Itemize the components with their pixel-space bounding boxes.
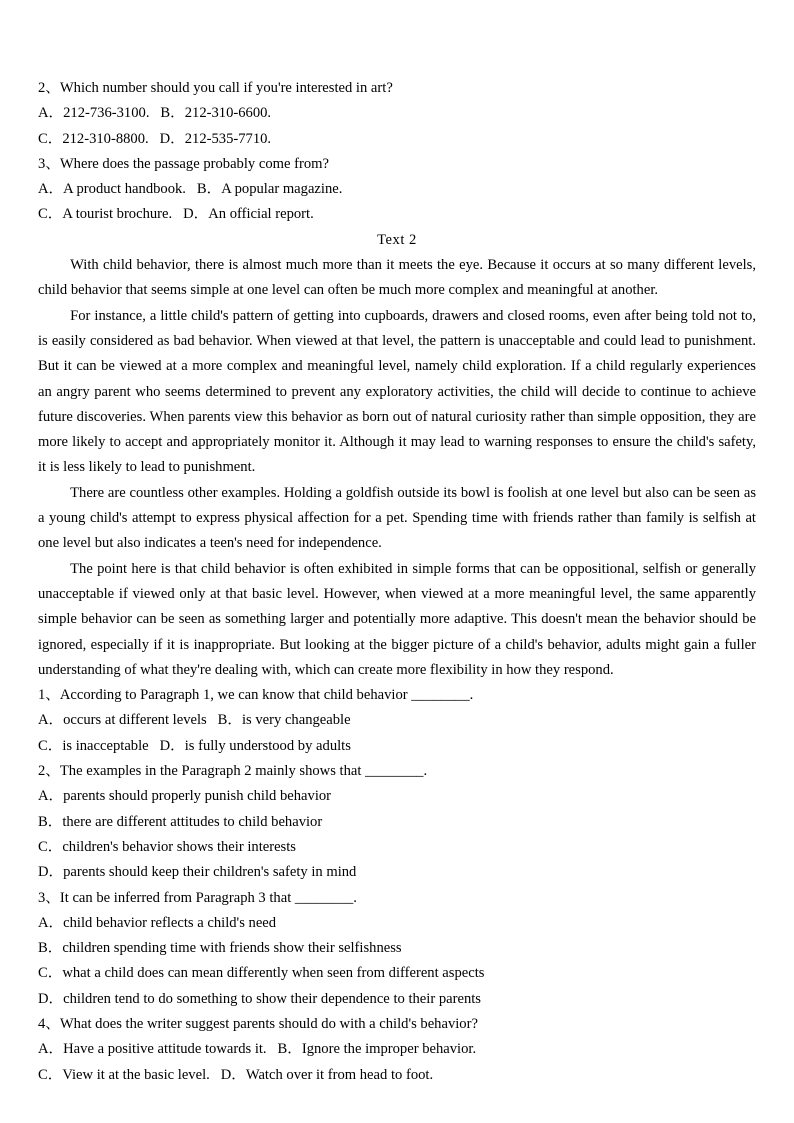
passage-paragraph: The point here is that child behavior is often exhibited in simple forms that can be oppositional, selfish or generally unacceptable if viewed only at that basic level. However, when viewed at a more meaningful level, the same apparently simple behavior can be seen as something larger and potentially more adaptive. This doesn't mean the behavior should be ignored, especially if it is inappropriate. But looking at the bigger picture of a child's behavior, adults might gain a fuller understanding of what they're dealing with, which can create more flexibility in how they respond. — [38, 560, 756, 678]
question-line: A．occurs at different levels B．is very changeable — [38, 712, 351, 729]
question-line: D．children tend to do something to show their dependence to their parents — [38, 990, 481, 1007]
question-line: A．A product handbook. B．A popular magazine. — [38, 181, 343, 198]
question-line: 1、According to Paragraph 1, we can know that child behavior ________. — [38, 687, 474, 704]
question-line: B．there are different attitudes to child behavior — [38, 813, 323, 830]
question-line: C．A tourist brochure. D．An official report. — [38, 206, 314, 223]
question-line: D．parents should keep their children's safety in mind — [38, 864, 357, 881]
question-line: A．child behavior reflects a child's need — [38, 914, 277, 931]
question-line: A．212-736-3100. B．212-310-6600. — [38, 105, 272, 122]
question-line: C．View it at the basic level. D．Watch over it from head to foot. — [38, 1066, 434, 1083]
document-body — [38, 76, 756, 1088]
question-line: C．what a child does can mean differently when seen from different aspects — [38, 965, 485, 982]
section-heading: Text 2 — [377, 231, 417, 248]
question-line: A．Have a positive attitude towards it. B．Ignore the improper behavior. — [38, 1041, 477, 1058]
question-line: A．parents should properly punish child behavior — [38, 788, 332, 805]
question-line: C．children's behavior shows their interests — [38, 838, 296, 855]
question-line: 4、What does the writer suggest parents should do with a child's behavior? — [38, 1015, 478, 1032]
passage-paragraph: With child behavior, there is almost much more than it meets the eye. Because it occurs at so many different levels, child behavior that seems simple at one level can often be much more complex and meaningful at another. — [38, 257, 756, 299]
question-line: 3、It can be inferred from Paragraph 3 that ________. — [38, 889, 357, 906]
passage-paragraph: For instance, a little child's pattern of getting into cupboards, drawers and closed rooms, even after being told not to, is easily considered as bad behavior. When viewed at that level, the pattern is unacceptable and could lead to punishment. But it can be viewed at a more complex and meaningful level, namely child exploration. If a child regularly experiences an angry parent who seems determined to prevent any exploratory activities, the child will decide to continue to achieve future discoveries. When parents view this behavior as born out of natural curiosity rather than simple opposition, they are more likely to accept and appropriately monitor it. Although it may lead to warning responses to ensure the child's safety, it is less likely to lead to punishment. — [38, 307, 756, 476]
question-line: 3、Where does the passage probably come from? — [38, 155, 329, 172]
question-line: C．is inacceptable D．is fully understood by adults — [38, 737, 351, 754]
question-line: C．212-310-8800. D．212-535-7710. — [38, 130, 272, 147]
question-line: 2、The examples in the Paragraph 2 mainly shows that ________. — [38, 763, 428, 780]
passage-paragraph: There are countless other examples. Holding a goldfish outside its bowl is foolish at one level but also can be seen as a young child's attempt to express physical affection for a pet. Spending time with friends rather than family is selfish at one level but also indicates a teen's need for independence. — [38, 484, 756, 552]
question-line: B．children spending time with friends show their selfishness — [38, 940, 402, 957]
question-line: 2、Which number should you call if you're interested in art? — [38, 80, 393, 96]
